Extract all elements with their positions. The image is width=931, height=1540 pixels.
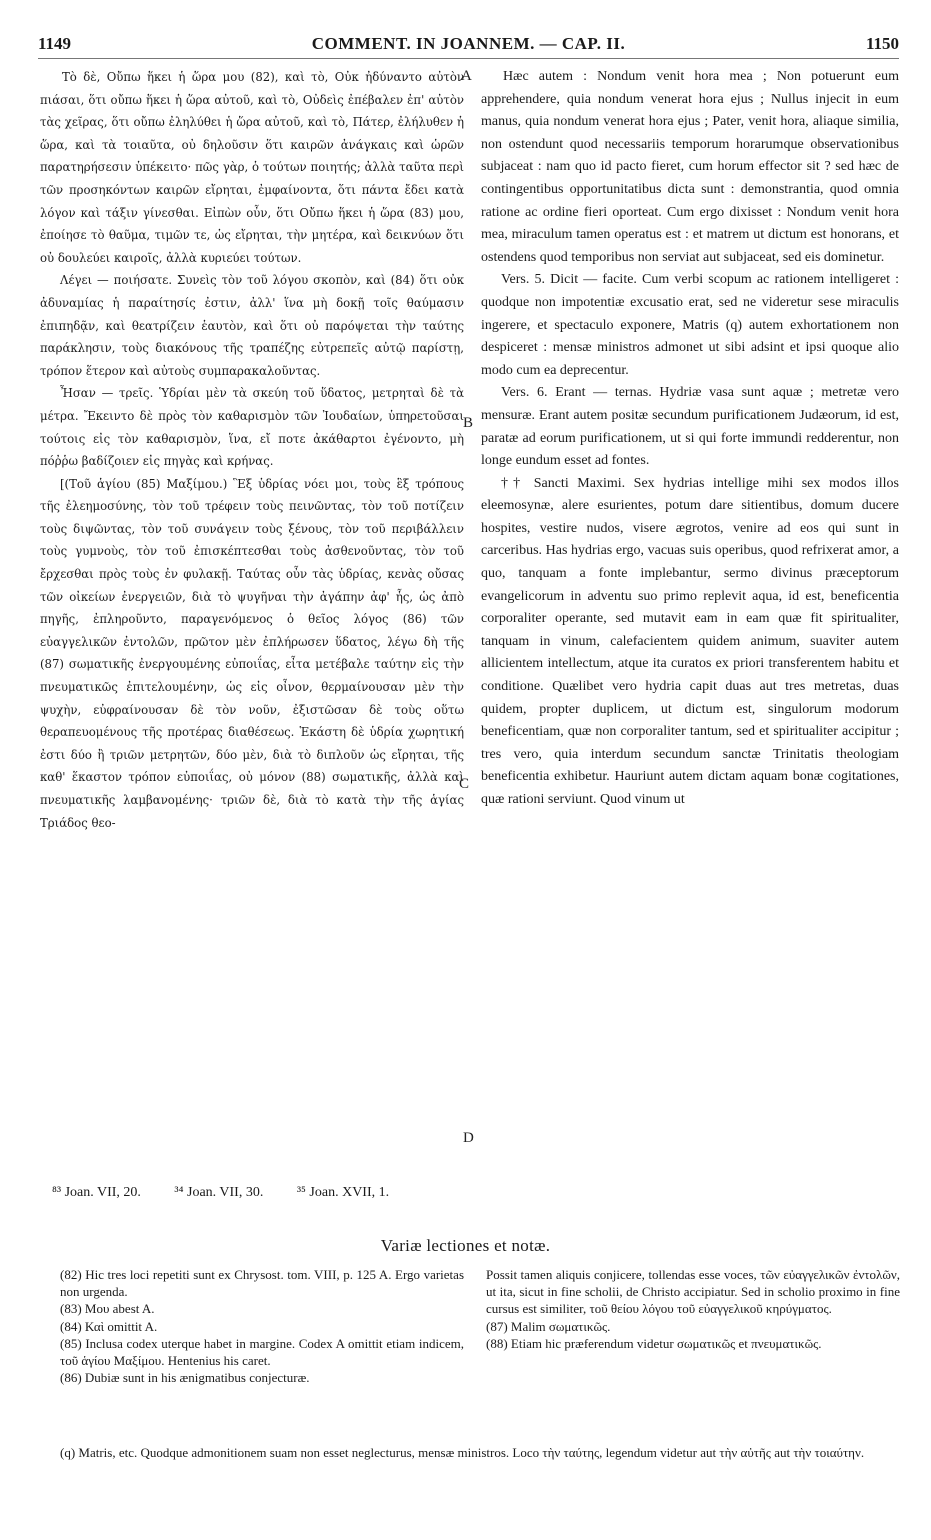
notes-column-left <box>60 1266 464 1386</box>
note-item: (88) Etiam hic præferendum videtur σωματικῶς et πνευματικῶς. <box>486 1335 822 1351</box>
editorial-note-q: (q) Matris, etc. Quodque admonitionem suam non esset neglecturus, mensæ ministros. Loco τὴν ταύτης, legendum videtur aut τὴν αὐτῆς aut τὴν τοιαύτην. <box>60 1445 865 1460</box>
note-item: (84) Καὶ omittit A. <box>60 1318 158 1334</box>
greek-paragraph: Λέγει — ποιήσατε. Συνεὶς τὸν τοῦ λόγου σκοπὸν, καὶ (84) ὅτι οὐκ ἀδυναμίας ἡ παραίτησίς ἐστιν, ἀλλ' ἵνα μὴ δοκῇ τοῖς θαύμασιν ἐπιπηδᾷν, καὶ θεατρίζειν ἑαυτὸν, καὶ ὅτι οὐ παρόψεται τὴν ταύτης παράκλησιν, τοὺς διακόνους τῆς τραπέζης εὐτρεπεῖς αὐτῷ παρίστῃ, τρόπον ἕτερον καὶ αὐτοὺς συμπαρακαλοῦντας. <box>40 273 464 378</box>
page-number-left: 1149 <box>38 34 72 53</box>
page-header <box>38 34 899 58</box>
header-rule <box>38 58 899 59</box>
greek-paragraph: Ἦσαν — τρεῖς. Ὑδρίαι μὲν τὰ σκεύη τοῦ ὕδατος, μετρηταὶ δὲ τὰ μέτρα. Ἔκειντο δὲ πρὸς τὸν καθαρισμὸν τῶν Ἰουδαίων, ὑπηρετοῦσαι τούτοις εἰς τὸν καθαρισμὸν, ἵνα, εἴ ποτε ἀκάθαρτοι ἐγένοντο, μὴ πόῤῥω βαδίζοιεν εἰς πηγὰς καὶ κρήνας. <box>40 386 464 469</box>
note-item: (87) Malim σωματικῶς. <box>486 1318 611 1334</box>
greek-paragraph: [(Τοῦ ἁγίου (85) Μαξίμου.) Ἓξ ὑδρίας νόει μοι, τοὺς ἓξ τρόπους τῆς ἐλεημοσύνης, τὸν τοῦ τρέφειν τοὺς πεινῶντας, τὸν τοῦ ποτίζειν τοὺς διψῶντας, τὸν τοῦ συνάγειν τοὺς ξένους, τὸν τοῦ περιβάλλειν τοὺς γυμνοὺς, τὸν τοῦ ἐπισκέπτεσθαι τοὺς ἀσθενοῦντας, τὸν τοῦ ἔρχεσθαι πρὸς τοὺς ἐν φυλακῇ. Ταύτας οὖν τὰς ὑδρίας, κενὰς οὔσας τῶν οἰκείων ἐνεργειῶν, διὰ τὸ ψυγῆναι τὴν ἀγάπην ἀφ' ἧς, ὡς ἀπὸ πηγῆς, ἐπληροῦντο, παραγενόμενος ὁ θεῖος λόγος (86) τῶν εὐαγγελικῶν ἐντολῶν, πρῶτον μὲν ἐπλήρωσεν ὕδατος, λέγω δὴ τῆς (87) σωματικῆς ἐνεργουμένης εὐποιΐας, εἶτα μετέβαλε ταύτην εἰς τὴν πνευματικῶς ἐπιτελουμένην, ὡς εἰς οἶνον, θερμαίνουσαν μὲν τὴν ψυχὴν, εὐφραίνουσαν δὲ τὸν νοῦν, ἐξιστῶσαν δὲ τοὺς οὕτω θεραπευομένους τῆς προτέρας διαθέσεως. Ἑκάστη δὲ ὑδρία χωρητική ἐστι δύο ἢ τριῶν μετρητῶν, δύο μὲν, διὰ τὸ διπλοῦν ὡς εἴρηται, τῆς καθ' ἕκαστον τρόπον εὐποιΐας, οὐ μόνον (88) σωματικῆς, ἀλλὰ καὶ πνευματικῆς λαμβανομένης· τριῶν δὲ, διὰ τὸ κατὰ τὴν τῆς ἁγίας Τριάδος θεο- <box>40 476 464 830</box>
latin-paragraph: Vers. 6. Erant — ternas. Hydriæ vasa sunt aquæ ; metretæ vero mensuræ. Erant autem positæ secundum purificationem Judæorum, id est, paratæ ad eorum purificationem, ut si qui forte immundi redderentur, non longe eundum esset ad fontes. <box>481 385 899 469</box>
note-item: (85) Inclusa codex uterque habet in margine. Codex A omittit etiam indicem, τοῦ ἁγίου Μαξίμου. Hentenius his caret. <box>60 1335 464 1369</box>
scripture-ref: ³⁵ Joan. XVII, 1. <box>296 1185 390 1200</box>
note-item: Possit tamen aliquis conjicere, tollendas esse voces, τῶν εὐαγγελικῶν ἐντολῶν, ut ita, sicut in fine scholii, de Christo accipiatur. Sed in scholio proximo in fine cursus est similiter, τοῦ θείου λόγου τοῦ εὐαγγελικοῦ κηρύγματος. <box>486 1267 900 1317</box>
latin-paragraph: Vers. 5. Dicit — facite. Cum verbi scopum ac rationem intelligeret : quodque non impotentiæ excusatio erat, sed ne videretur sese miraculis ingerere, et spectaculo exponere, Matris (q) autem exhortationem non despiceret : mensæ ministros admonet ut sibi adsint et ipsi quoque alio modo cum ea deprecentur. <box>481 272 899 378</box>
scripture-ref: ³⁴ Joan. VII, 30. <box>174 1185 264 1200</box>
latin-column <box>481 66 899 866</box>
latin-paragraph: Hæc autem : Nondum venit hora mea ; Non potuerunt eum apprehendere, quia nondum venerat hora ejus ; Nullus injecit in eum manus, quia nondum venerat hora ejus ; Pater, venit hora, aliaque similia, non ostendunt quod necessariis temporum horarumque observationibus subjaceat : nam quo id pacto fieret, cum horum effector sit ? sed hæc de contingentibus opportunitatibus dicta sunt : demonstrantia, quod omnia ratione ac ordine fieri oporteat. Cum ergo dixisset : Nondum venit hora mea, miraculum tamen operatus est : et matrem ut dictum est honorans, et ostendens quod temporibus non serviat aut subjaceat, sed eis dominetur. <box>481 69 899 265</box>
note-item: (86) Dubiæ sunt in his ænigmatibus conjecturæ. <box>60 1370 310 1386</box>
greek-column <box>40 66 464 866</box>
margin-letter-a: A <box>461 68 472 84</box>
greek-paragraph: Τὸ δὲ, Οὔπω ἥκει ἡ ὥρα μου (82), καὶ τὸ, Οὐκ ἠδύναντο αὐτὸν πιάσαι, ὅτι οὔπω ἥκει ἡ ὥρα αὐτοῦ, καὶ τὸ, Οὐδεὶς ἐπέβαλεν ἐπ' αὐτὸν τὰς χεῖρας, ὅτι οὔπω ἐληλύθει ἡ ὥρα αὐτοῦ, καὶ τὸ, Πάτερ, ἐλήλυθεν ἡ ὥρα, καὶ τὰ τοιαῦτα, οὐ δηλοῦσιν ὅτι καιρῶν ἀνάγκαις καὶ ὡρῶν παρατηρήσεσιν ὑπέκειτο· πῶς γὰρ, ὁ τούτων ποιητής; ἀλλὰ ταῦτα περὶ τῶν προσηκόντων καιρῶν εἴρηται, ἐμφαίνοντα, ὅτι πάντα ἔδει κατὰ λόγον καὶ τάξιν γίνεσθαι. Εἰπὼν οὖν, ὅτι Οὔπω ἥκει ἡ ὥρα (83) μου, ἐποίησε τὸ θαῦμα, τιμῶν τε, ὡς εἴρηται, τὴν μητέρα, καὶ δεικνύων ὅτι οὐ δουλεύει καιροῖς, ἀλλὰ κυριεύει τούτων. <box>40 70 464 265</box>
page-number-right: 1150 <box>865 34 899 53</box>
note-item: (82) Hic tres loci repetiti sunt ex Chrysost. tom. VIII, p. 125 A. Ergo varietas non urgenda. <box>60 1267 464 1300</box>
notes-heading: Variæ lectiones et notæ. <box>380 1236 551 1255</box>
margin-letter-b: B <box>463 415 474 431</box>
margin-letter-d: D <box>463 1130 474 1146</box>
scripture-ref: ⁸³ Joan. VII, 20. <box>52 1185 141 1200</box>
note-item: (83) Μου abest A. <box>60 1301 155 1317</box>
notes-column-right <box>486 1266 900 1352</box>
running-title: COMMENT. IN JOANNEM. — CAP. II. <box>311 34 626 53</box>
margin-letter-c: C <box>459 776 470 792</box>
latin-paragraph: †† Sancti Maximi. Sex hydrias intellige mihi sex modos illos eleemosynæ, alere esurientes, potum dare sitientibus, domum ducere hospites, vestire nudos, visere ægrotos, venire ad eos qui sunt in carceribus. Has hydrias ergo, vacuas suis operibus, quod refrixerat amor, a quo, tanquam a fonte implebantur, sermo divinus præceptorum evangelicorum in adventu suo primo replevit aqua, id est, beneficentia corporaliter operante, sed mutavit eam in eam quæ fit spiritualiter, tanquam in vinum, calefacientem quidem animum, suaviter autem allicientem intellectum, atque ita curatos ex priori transferentem habitu et conditione. Quælibet vero hydria capit duas aut tres metretas, duas quidem, propter duplicem, ut dictum est, singulorum modorum beneficentiam, quæ non corporaliter tantum, sed et spiritualiter accipitur ; tres vero, quia interdum secundum sanctæ Trinitatis theologiam beneficentia exhibetur. Hauriunt autem dictam aquam bonæ cogitationes, quæ rationi serviunt. Quod vinum ut <box>481 475 899 807</box>
scripture-references <box>52 1185 912 1201</box>
